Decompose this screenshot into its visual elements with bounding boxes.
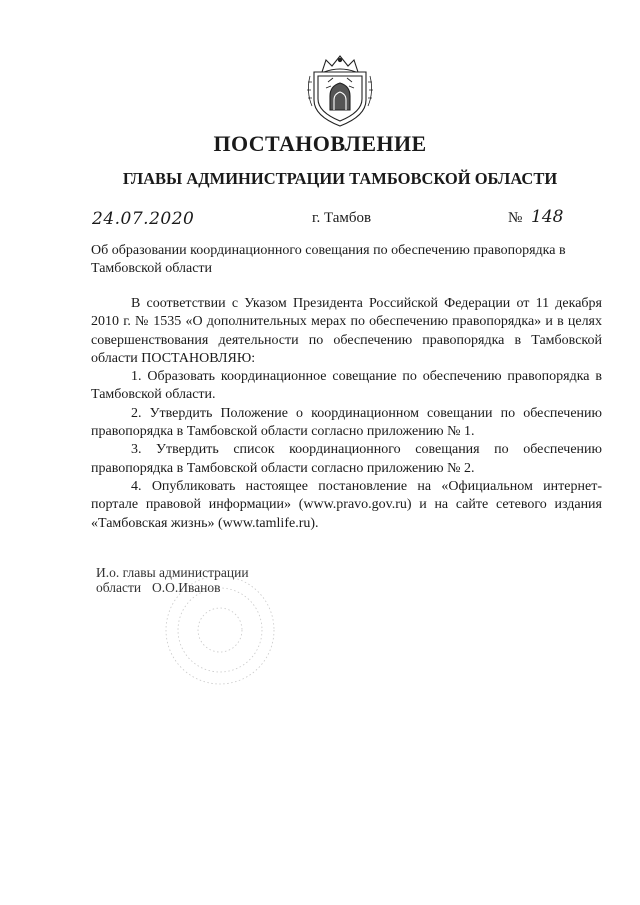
city-label: г. Тамбов <box>312 210 372 226</box>
signatory-position-region: области <box>96 580 142 595</box>
document-subject: Об образовании координационного совещания по обеспечению правопорядка в Тамбовской области <box>91 243 566 276</box>
signatory-position-line2 <box>96 580 249 595</box>
signature-block <box>96 565 249 595</box>
handwritten-date: 24.07.2020 <box>92 209 195 229</box>
handwritten-number: 148 <box>531 207 564 227</box>
document-title: ПОСТАНОВЛЕНИЕ <box>213 131 427 156</box>
signatory-position-line1: И.о. главы администрации <box>96 565 249 580</box>
item-1: 1. Образовать координационное совещание по обеспечению правопорядка в Тамбовской области. <box>91 369 602 403</box>
coat-of-arms-icon <box>300 52 380 130</box>
number-label: № <box>508 210 523 226</box>
item-3: 3. Утвердить список координационного совещания по обеспечению правопорядка в Тамбовской области согласно приложению № 2. <box>91 442 602 476</box>
document-body <box>91 295 602 533</box>
preamble-paragraph: В соответствии с Указом Президента Российской Федерации от 11 декабря 2010 г. № 1535 «О дополнительных мерах по обеспечению правопорядка» и в целях совершенствования деятельности по обеспечению правопорядка в Тамбовской области ПОСТАНОВЛЯЮ: <box>91 296 602 366</box>
item-4: 4. Опубликовать настоящее постановление на «Официальном интернет-портале правовой информации» (www.pravo.gov.ru) и на сайте сетевого издания «Тамбовская жизнь» (www.tamlife.ru). <box>91 478 602 531</box>
document-subtitle: ГЛАВЫ АДМИНИСТРАЦИИ ТАМБОВСКОЙ ОБЛАСТИ <box>122 169 558 188</box>
signatory-name: О.О.Иванов <box>152 580 221 595</box>
item-2: 2. Утвердить Положение о координационном совещании по обеспечению правопорядка в Тамбовской области согласно приложению № 1. <box>91 405 602 440</box>
